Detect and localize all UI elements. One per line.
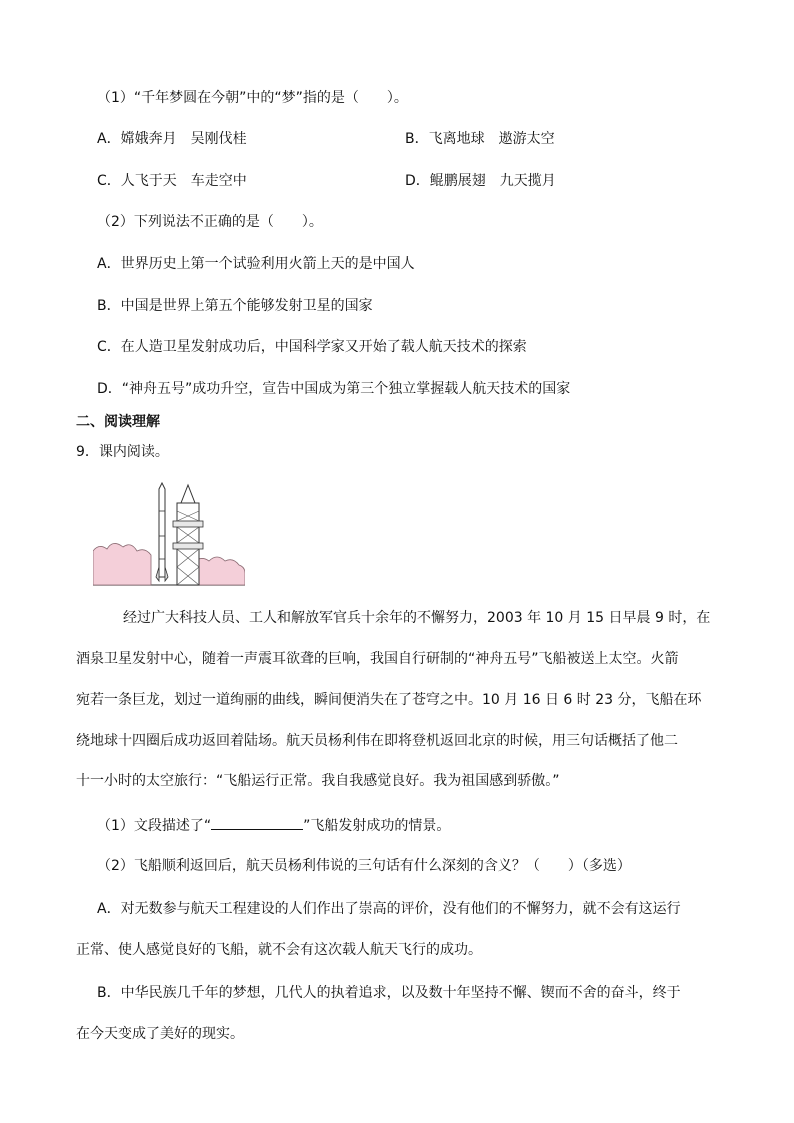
passage-line-5: 十一小时的太空旅行：“飞船运行正常。我自我感觉良好。我为祖国感到骄傲。” [76, 773, 560, 789]
rocket-launch-illustration [93, 481, 245, 589]
passage-line-3: 宛若一条巨龙，划过一道绚丽的曲线，瞬间便消失在了苍穹之中。10 月 16 日 6 时 23 分，飞船在环 [76, 692, 702, 708]
q9-sub1-after: ”飞船发射成功的情景。 [303, 818, 451, 834]
q9-sub2-stem: （2）飞船顺利返回后，航天员杨利伟说的三句话有什么深刻的含义？（ ）（多选） [97, 858, 631, 874]
q9-title: 9．课内阅读。 [76, 444, 169, 460]
q8-2-option-d: D．“神舟五号”成功升空，宣告中国成为第三个独立掌握载人航天技术的国家 [97, 381, 571, 397]
q8-1-option-a: A．嫦娥奔月 吴刚伐桂 [97, 131, 247, 147]
section-title: 二、阅读理解 [76, 414, 160, 430]
q8-1-option-b: B．飞离地球 遨游太空 [405, 131, 555, 147]
passage-line-4: 绕地球十四圈后成功返回着陆场。航天员杨利伟在即将登机返回北京的时候，用三句话概括了他二 [76, 733, 678, 749]
q8-1-option-d: D．鲲鹏展翅 九天揽月 [405, 173, 556, 189]
q8-1-stem: （1）“千年梦圆在今朝”中的“梦”指的是（ ）。 [97, 90, 408, 106]
q9-sub1 [97, 815, 450, 836]
q9-sub1-before: （1）文段描述了“ [97, 818, 212, 834]
q8-2-stem: （2）下列说法不正确的是（ ）。 [97, 214, 323, 230]
passage-line-2: 酒泉卫星发射中心，随着一声震耳欲聋的巨响，我国自行研制的“神舟五号”飞船被送上太空。火箭 [76, 651, 679, 667]
q9-sub2-option-b-line-2: 在今天变成了美好的现实。 [76, 1026, 244, 1042]
passage-line-1: 经过广大科技人员、工人和解放军官兵十余年的不懈努力，2003 年 10 月 15 日早晨 9 时，在 [123, 610, 711, 626]
q8-2-option-c: C．在人造卫星发射成功后，中国科学家又开始了载人航天技术的探索 [97, 339, 527, 355]
q9-sub2-option-a-line-1: A．对无数参与航天工程建设的人们作出了崇高的评价，没有他们的不懈努力，就不会有这运行 [97, 901, 681, 917]
q8-1-option-c: C．人飞于天 车走空中 [97, 173, 247, 189]
answer-blank[interactable] [211, 815, 303, 830]
q8-2-option-a: A．世界历史上第一个试验利用火箭上天的是中国人 [97, 256, 415, 272]
q9-sub2-option-b-line-1: B．中华民族几千年的梦想，几代人的执着追求，以及数十年坚持不懈、锲而不舍的奋斗，终于 [97, 985, 681, 1001]
q9-sub2-option-a-line-2: 正常、使人感觉良好的飞船，就不会有这次载人航天飞行的成功。 [76, 942, 482, 958]
q8-2-option-b: B．中国是世界上第五个能够发射卫星的国家 [97, 298, 373, 314]
